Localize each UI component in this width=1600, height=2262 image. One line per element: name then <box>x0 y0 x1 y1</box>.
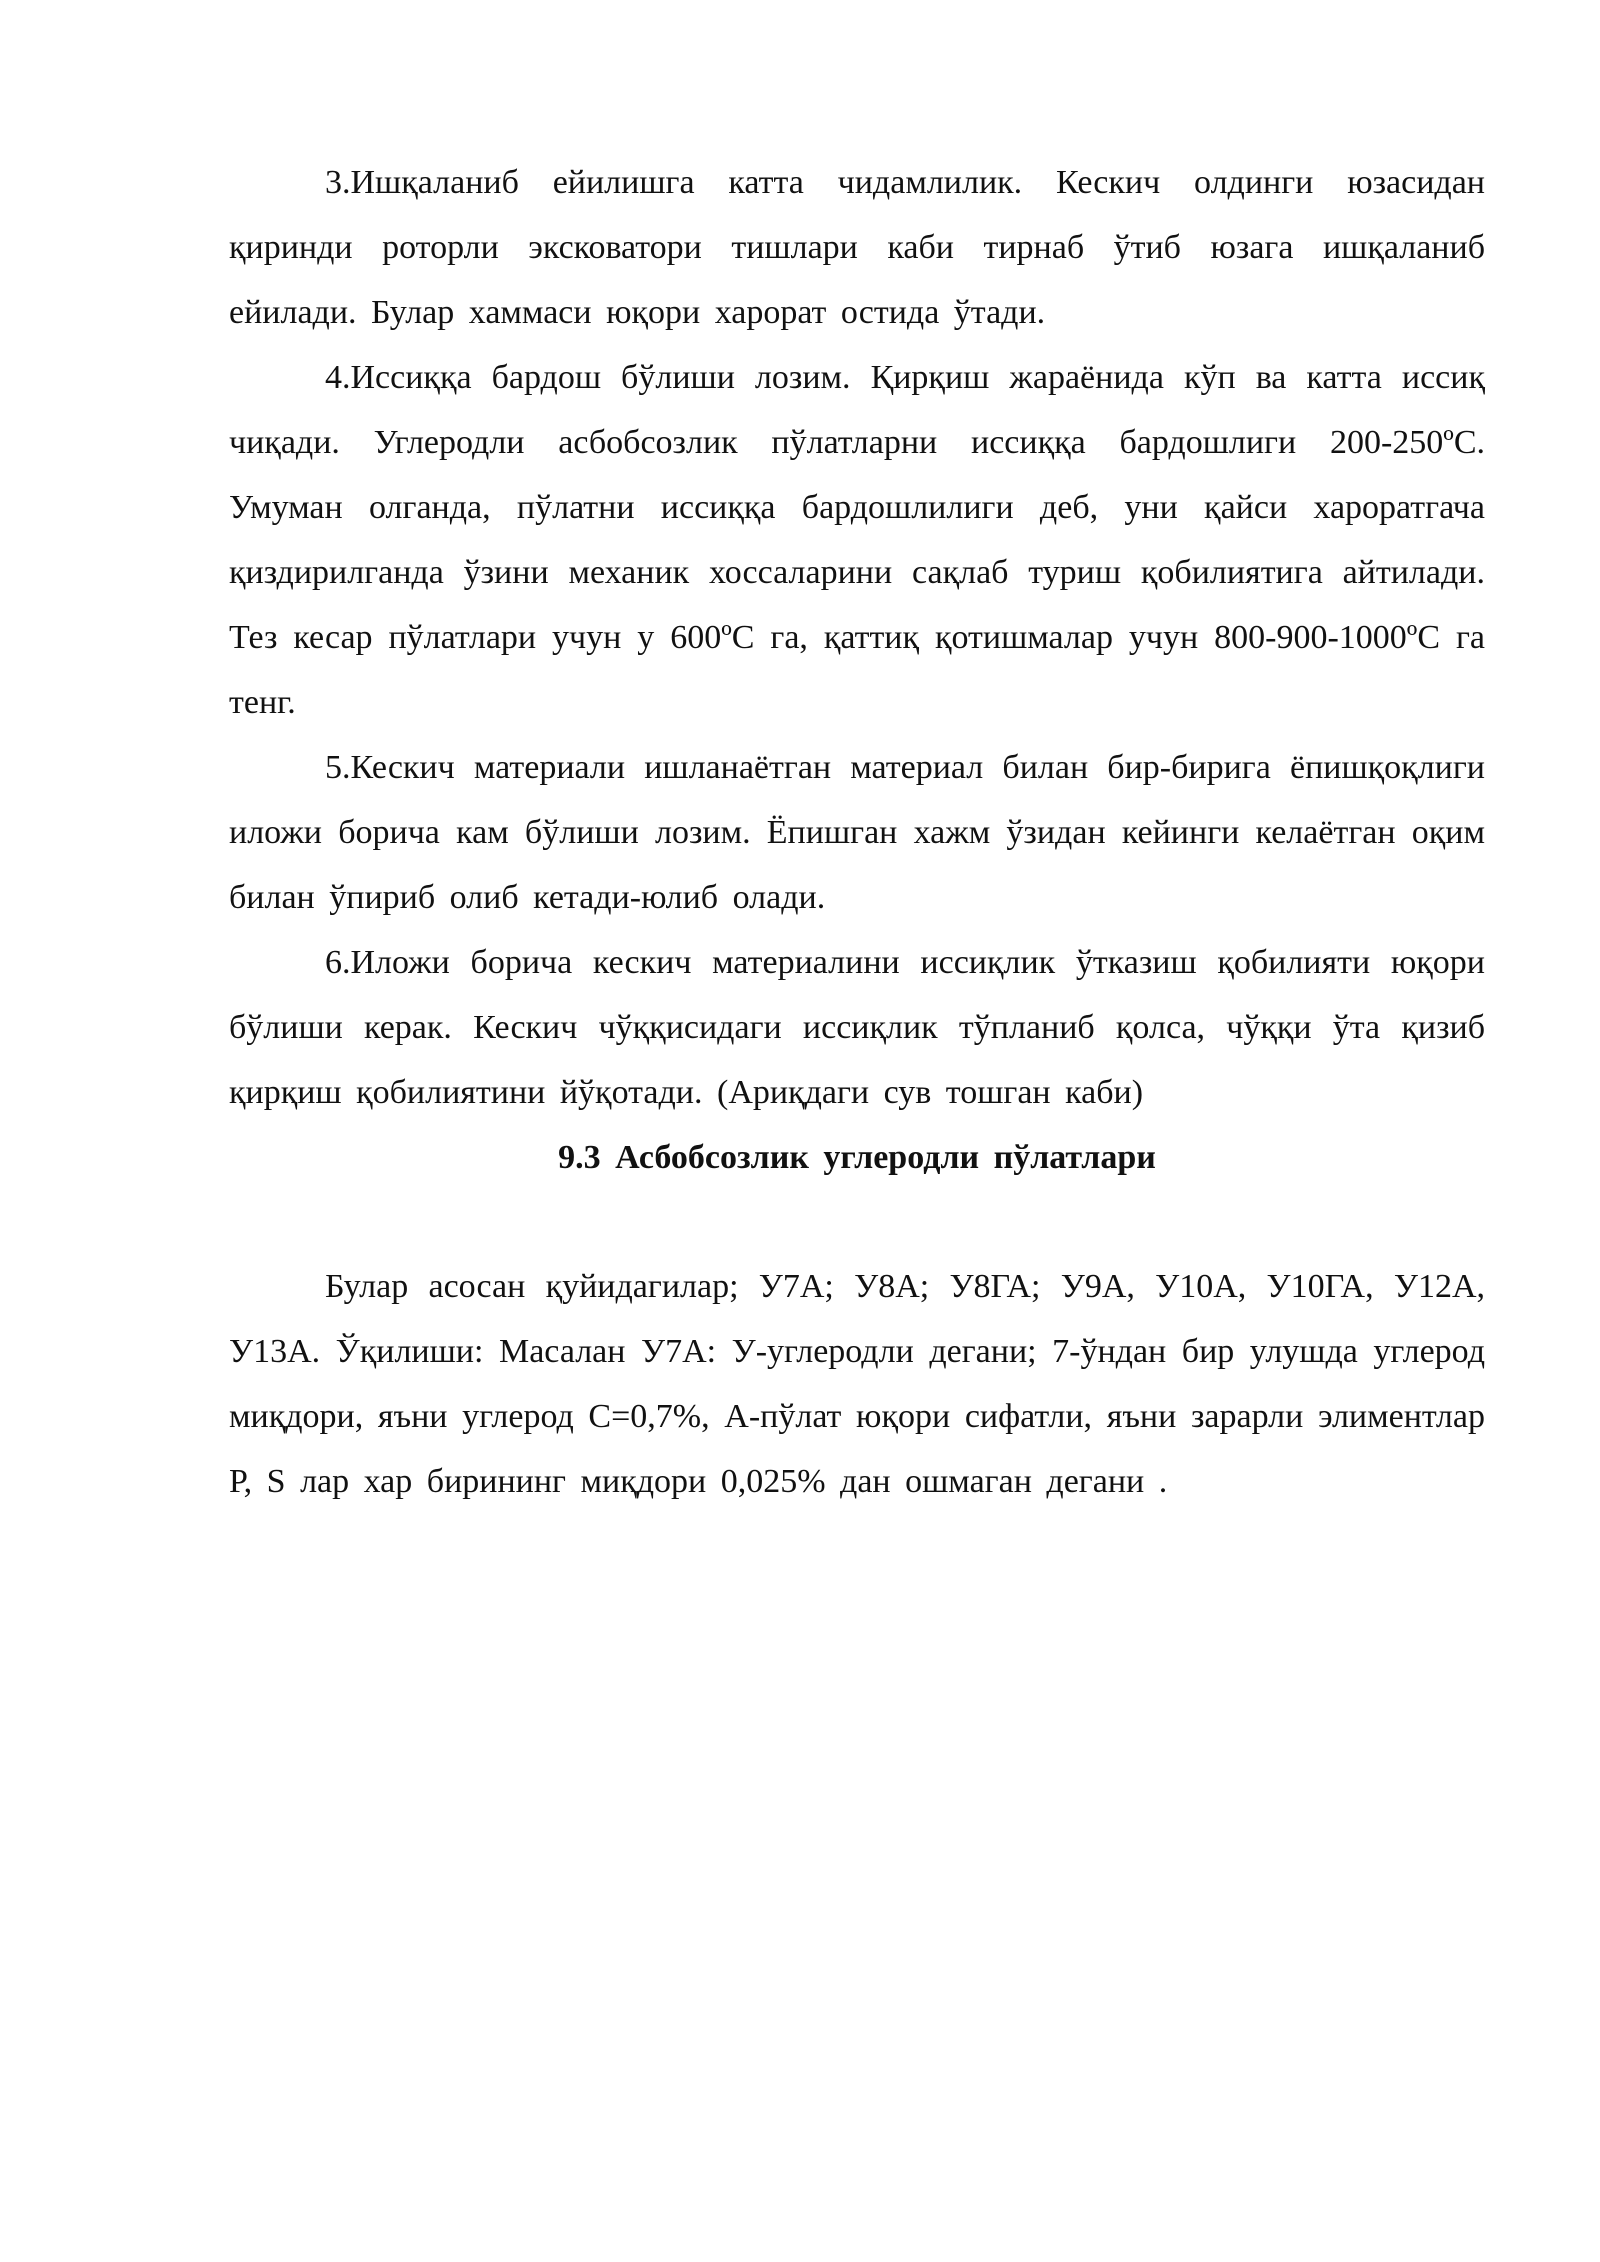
section-heading: 9.3 Асбобсозлик углеродли пўлатлари <box>558 1139 1156 1176</box>
paragraph-thermal-conductivity: 6.Иложи борича кескич материалини иссиқлик ўтказиш қобилияти юқори бўлиши керак. Кескич чўққисидаги иссиқлик тўпланиб қолса, чўққи ўта қизиб қирқиш қобилиятини йўқотади. (Ариқдаги сув тошган каби) <box>229 944 1485 1111</box>
paragraph-adhesion: 5.Кескич материали ишланаётган материал билан бир-бирига ёпишқоқлиги иложи борича кам бўлиши лозим. Ёпишган хажм ўзидан кейинги келаётган оқим билан ўпириб олиб кетади-юлиб олади. <box>229 749 1485 916</box>
paragraph-heat-resistance: 4.Иссиққа бардош бўлиши лозим. Қирқиш жараёнида кўп ва катта иссиқ чиқади. Углеродли асбобсозлик пўлатларни иссиққа бардошлиги 200-250ºС. Умуман олганда, пўлатни иссиққа бардошлилиги деб, уни қайси хароратгача қиздирилганда ўзини механик хоссаларини сақлаб туриш қобилиятига айтилади. Тез кесар пўлатлари учун у 600ºС га, қаттиқ қотишмалар учун 800-900-1000ºС га тенг. <box>229 359 1485 721</box>
paragraph-tool-steel-grades: Булар асосан қуйидагилар; У7А; У8А; У8ГА; У9А, У10А, У10ГА, У12А, У13А. Ўқилиши: Масалан У7А: У-углеродли дегани; 7-ўндан бир улушда углерод миқдори, яъни углерод С=0,7%, А-пўлат юқори сифатли, яъни зарарли элиментлар Р, S лар хар бирининг миқдори 0,025% дан ошмаган дегани . <box>229 1268 1485 1500</box>
paragraph-wear-resistance: 3.Ишқаланиб ейилишга катта чидамлилик. Кескич олдинги юзасидан қиринди роторли эксковатори тишлари каби тирнаб ўтиб юзага ишқаланиб ейилади. Булар хаммаси юқори харорат остида ўтади. <box>229 164 1485 331</box>
document-body <box>229 150 1485 1514</box>
